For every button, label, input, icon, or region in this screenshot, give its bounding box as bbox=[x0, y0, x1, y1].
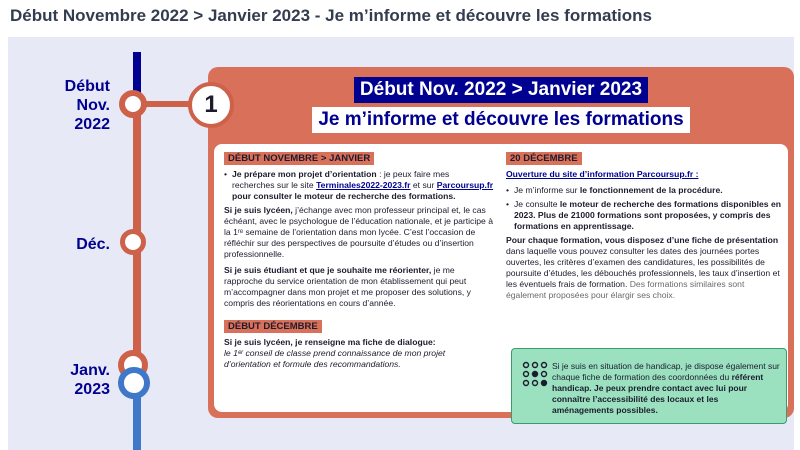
right-column bbox=[506, 152, 782, 306]
bullet-text: Je consulte bbox=[514, 199, 560, 209]
timeline-label-line: Déc. bbox=[76, 236, 110, 253]
bullet-text: pour consulter le moteur de recherche des formations. bbox=[232, 191, 456, 201]
timeline-label-line: Début bbox=[64, 78, 110, 95]
para-bold: Pour chaque formation, vous disposez d’une fiche de présentation bbox=[506, 235, 779, 245]
para-text: dans laquelle vous pouvez consulter les dates des journées portes ouvertes, les critères d’examen des candidatures, les possibilités de poursuite d’études, les débouchés professionnels, les taux d’insertion et les éventuels frais de formation. bbox=[506, 246, 780, 289]
link-terminales[interactable]: Terminales2022-2023.fr bbox=[316, 180, 411, 190]
timeline-label-nov bbox=[65, 77, 110, 134]
bullet-text: Je m’informe sur bbox=[514, 185, 580, 195]
para-italic: le 1ᵉʳ conseil de classe prend connaissance de mon projet d’orientation et formule des recommandations. bbox=[224, 348, 446, 369]
handicap-text-bold: référent handicap. Je peux prendre contact avec lui pour connaître l’accessibilité des locaux et les aménagements possibles. bbox=[552, 372, 764, 415]
para-grey: Des formations similaires sont également proposées pour élargir ses choix. bbox=[506, 279, 745, 300]
bullet-project bbox=[224, 169, 494, 202]
left-column bbox=[224, 152, 494, 375]
timeline-label-line: 2022 bbox=[74, 116, 110, 133]
timeline-label-line: Nov. bbox=[76, 97, 110, 114]
period-tag-dec: DÉBUT DÉCEMBRE bbox=[224, 320, 322, 333]
para-fiche-presentation bbox=[506, 235, 782, 301]
bullet-bold: le moteur de recherche des formations disponibles en 2023. Plus de 21000 formations sont proposées, y compris des formations en apprentissage. bbox=[514, 199, 781, 231]
timeline-label-line: 2023 bbox=[74, 381, 110, 398]
link-parcoursup[interactable]: Parcoursup.fr bbox=[436, 180, 494, 190]
link-opening-parcoursup[interactable]: Ouverture du site d’information Parcoursup.fr : bbox=[506, 169, 699, 179]
bullet-text: et sur bbox=[410, 180, 437, 190]
handicap-info-box bbox=[511, 348, 787, 424]
card-title-dates: Début Nov. 2022 > Janvier 2023 bbox=[354, 77, 648, 103]
timeline-node-nov bbox=[119, 90, 147, 118]
bullet-text: : je peux faire mes recherches sur le site bbox=[232, 169, 450, 190]
timeline-label-line: Janv. bbox=[70, 362, 110, 379]
para-etudiant bbox=[224, 265, 494, 309]
card-header bbox=[208, 77, 794, 133]
bullet-bold: Je prépare mon projet d’orientation bbox=[232, 169, 377, 179]
para-text: je me rapproche du service orientation de mon établissement qui peut m’accompagner dans mon projet et me proposer des solutions, y compris des réorientations en cours d’année. bbox=[224, 265, 471, 308]
step-number-badge: 1 bbox=[188, 82, 234, 128]
timeline-node-jan-blue bbox=[118, 367, 150, 399]
handicap-text bbox=[552, 361, 782, 416]
period-tag-20-dec: 20 DÉCEMBRE bbox=[506, 152, 582, 165]
para-bold: Si je suis lycéen, bbox=[224, 205, 293, 215]
para-bold: Si je suis étudiant et que je souhaite me réorienter, bbox=[224, 265, 432, 275]
card-title-subject: Je m’informe et découvre les formations bbox=[312, 107, 689, 133]
para-text: j’échange avec mon professeur principal et, le cas échéant, avec le psychologue de l’éducation nationale, et je participe à la 1ʳᵉ semaine de l’orientation dans mon lycée. C’est l’occasion de réfléchir sur des perspectives de poursuite d’études ou d’insertion professionnelle. bbox=[224, 205, 493, 259]
accessibility-dots-icon bbox=[522, 361, 548, 387]
para-fiche-dialogue bbox=[224, 337, 494, 370]
handicap-text-plain: Si je suis en situation de handicap, je dispose également sur chaque fiche de formation des coordonnées du bbox=[552, 361, 780, 382]
para-bold: Si je suis lycéen, je renseigne ma fiche de dialogue: bbox=[224, 337, 436, 347]
timeline-label-jan bbox=[70, 361, 110, 399]
para-lyceen bbox=[224, 205, 494, 260]
timeline-node-dec bbox=[120, 229, 146, 255]
page-title: Début Novembre 2022 > Janvier 2023 - Je m’informe et découvre les formations bbox=[10, 6, 653, 25]
bullet-bold: le fonctionnement de la procédure. bbox=[579, 185, 723, 195]
timeline-label-dec bbox=[76, 235, 110, 254]
period-tag-nov-jan: DÉBUT NOVEMBRE > JANVIER bbox=[224, 152, 374, 165]
bullet-moteur bbox=[506, 199, 782, 232]
bullet-procedure bbox=[506, 185, 782, 196]
